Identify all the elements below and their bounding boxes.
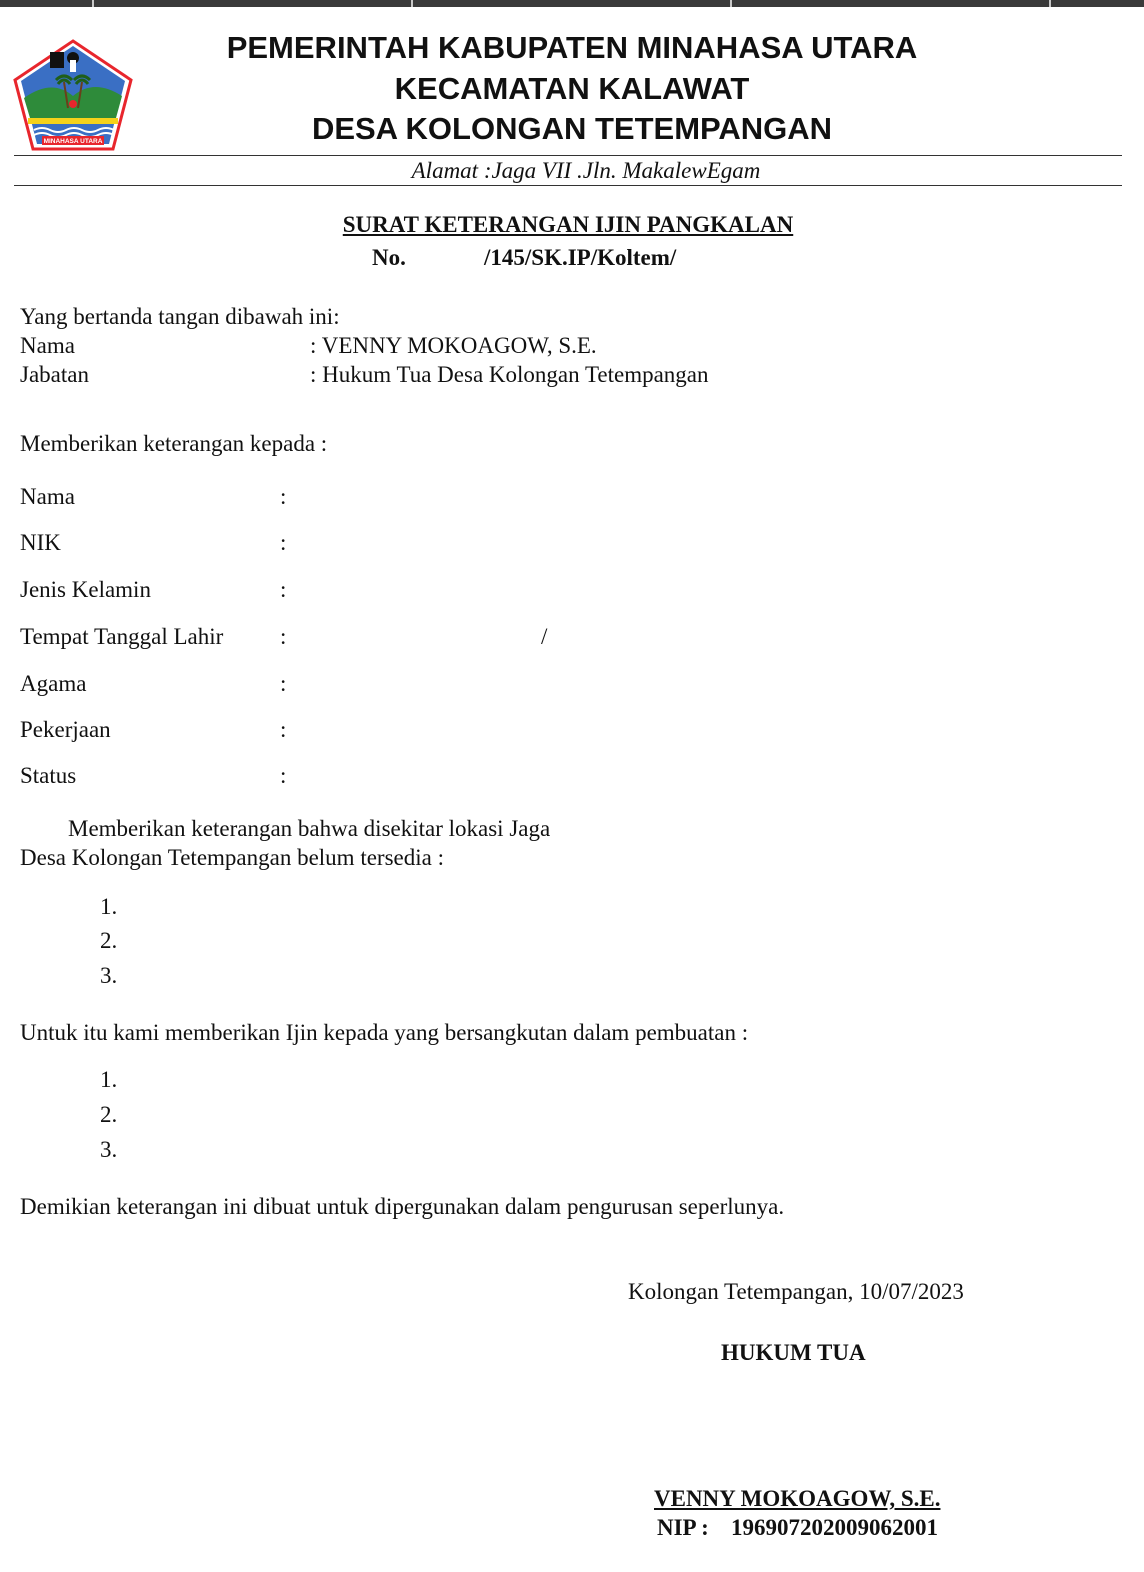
signatory-name-label: Nama [20,333,75,358]
signatory-name-value: : VENNY MOKOAGOW, S.E. [310,333,597,358]
recipient-field-colon: : [280,671,287,696]
signatory-position-label: Jabatan [20,362,89,387]
signature-nip-value: 196907202009062001 [731,1515,938,1540]
letterhead-village: DESA KOLONGAN TETEMPANGAN [311,111,833,146]
letterhead-divider-top [14,155,1122,156]
statement-list-item: 2. [100,928,118,953]
signature-nip-label: NIP : [657,1515,709,1540]
letter-number-label: No. [372,245,406,270]
letter-title: SURAT KETERANGAN IJIN PANGKALAN [342,212,794,237]
permit-list-item: 3. [100,1137,118,1162]
letterhead-address: Alamat :Jaga VII .Jln. MakalewEgam [411,158,761,183]
letterhead-government: PEMERINTAH KABUPATEN MINAHASA UTARA [226,30,918,65]
recipient-field-colon: : [280,484,287,509]
statement-line-1: Memberikan keterangan bahwa disekitar lokasi Jaga [68,816,551,841]
signature-place-date: Kolongan Tetempangan, 10/07/2023 [628,1279,964,1304]
signature-role: HUKUM TUA [721,1340,866,1365]
recipient-field-label: Jenis Kelamin [20,577,151,602]
letter-number-value: /145/SK.IP/Koltem/ [484,245,677,270]
recipient-field-label: Tempat Tanggal Lahir [20,624,224,649]
permit-list-item: 1. [100,1067,118,1092]
statement-list-item: 3. [100,963,118,988]
recipient-field-label: Pekerjaan [20,717,111,742]
recipient-field-colon: : [280,577,287,602]
recipient-field-label: NIK [20,530,61,555]
signature-name: VENNY MOKOAGOW, S.E. [654,1486,941,1511]
closing-statement: Demikian keterangan ini dibuat untuk dipergunakan dalam pengurusan seperlunya. [20,1194,785,1219]
recipient-field-colon: : [280,624,287,649]
regency-emblem-logo [12,38,134,152]
dob-separator: / [541,624,548,649]
browser-top-strip [0,0,1144,7]
permit-list-item: 2. [100,1102,118,1127]
recipient-intro: Memberikan keterangan kepada : [20,431,328,456]
permit-intro: Untuk itu kami memberikan Ijin kepada yang bersangkutan dalam pembuatan : [20,1020,749,1045]
signatory-intro: Yang bertanda tangan dibawah ini: [20,304,340,329]
recipient-field-colon: : [280,763,287,788]
signatory-position-value: : Hukum Tua Desa Kolongan Tetempangan [310,362,709,387]
recipient-field-label: Status [20,763,77,788]
letterhead-district: KECAMATAN KALAWAT [394,71,750,106]
recipient-field-colon: : [280,717,287,742]
recipient-field-label: Nama [20,484,75,509]
logo-banner-text: MINAHASA UTARA [43,138,103,145]
recipient-field-label: Agama [20,671,87,696]
letterhead-divider-bottom [14,185,1122,186]
recipient-field-colon: : [280,530,287,555]
statement-line-2: Desa Kolongan Tetempangan belum tersedia : [20,845,444,870]
statement-list-item: 1. [100,894,118,919]
